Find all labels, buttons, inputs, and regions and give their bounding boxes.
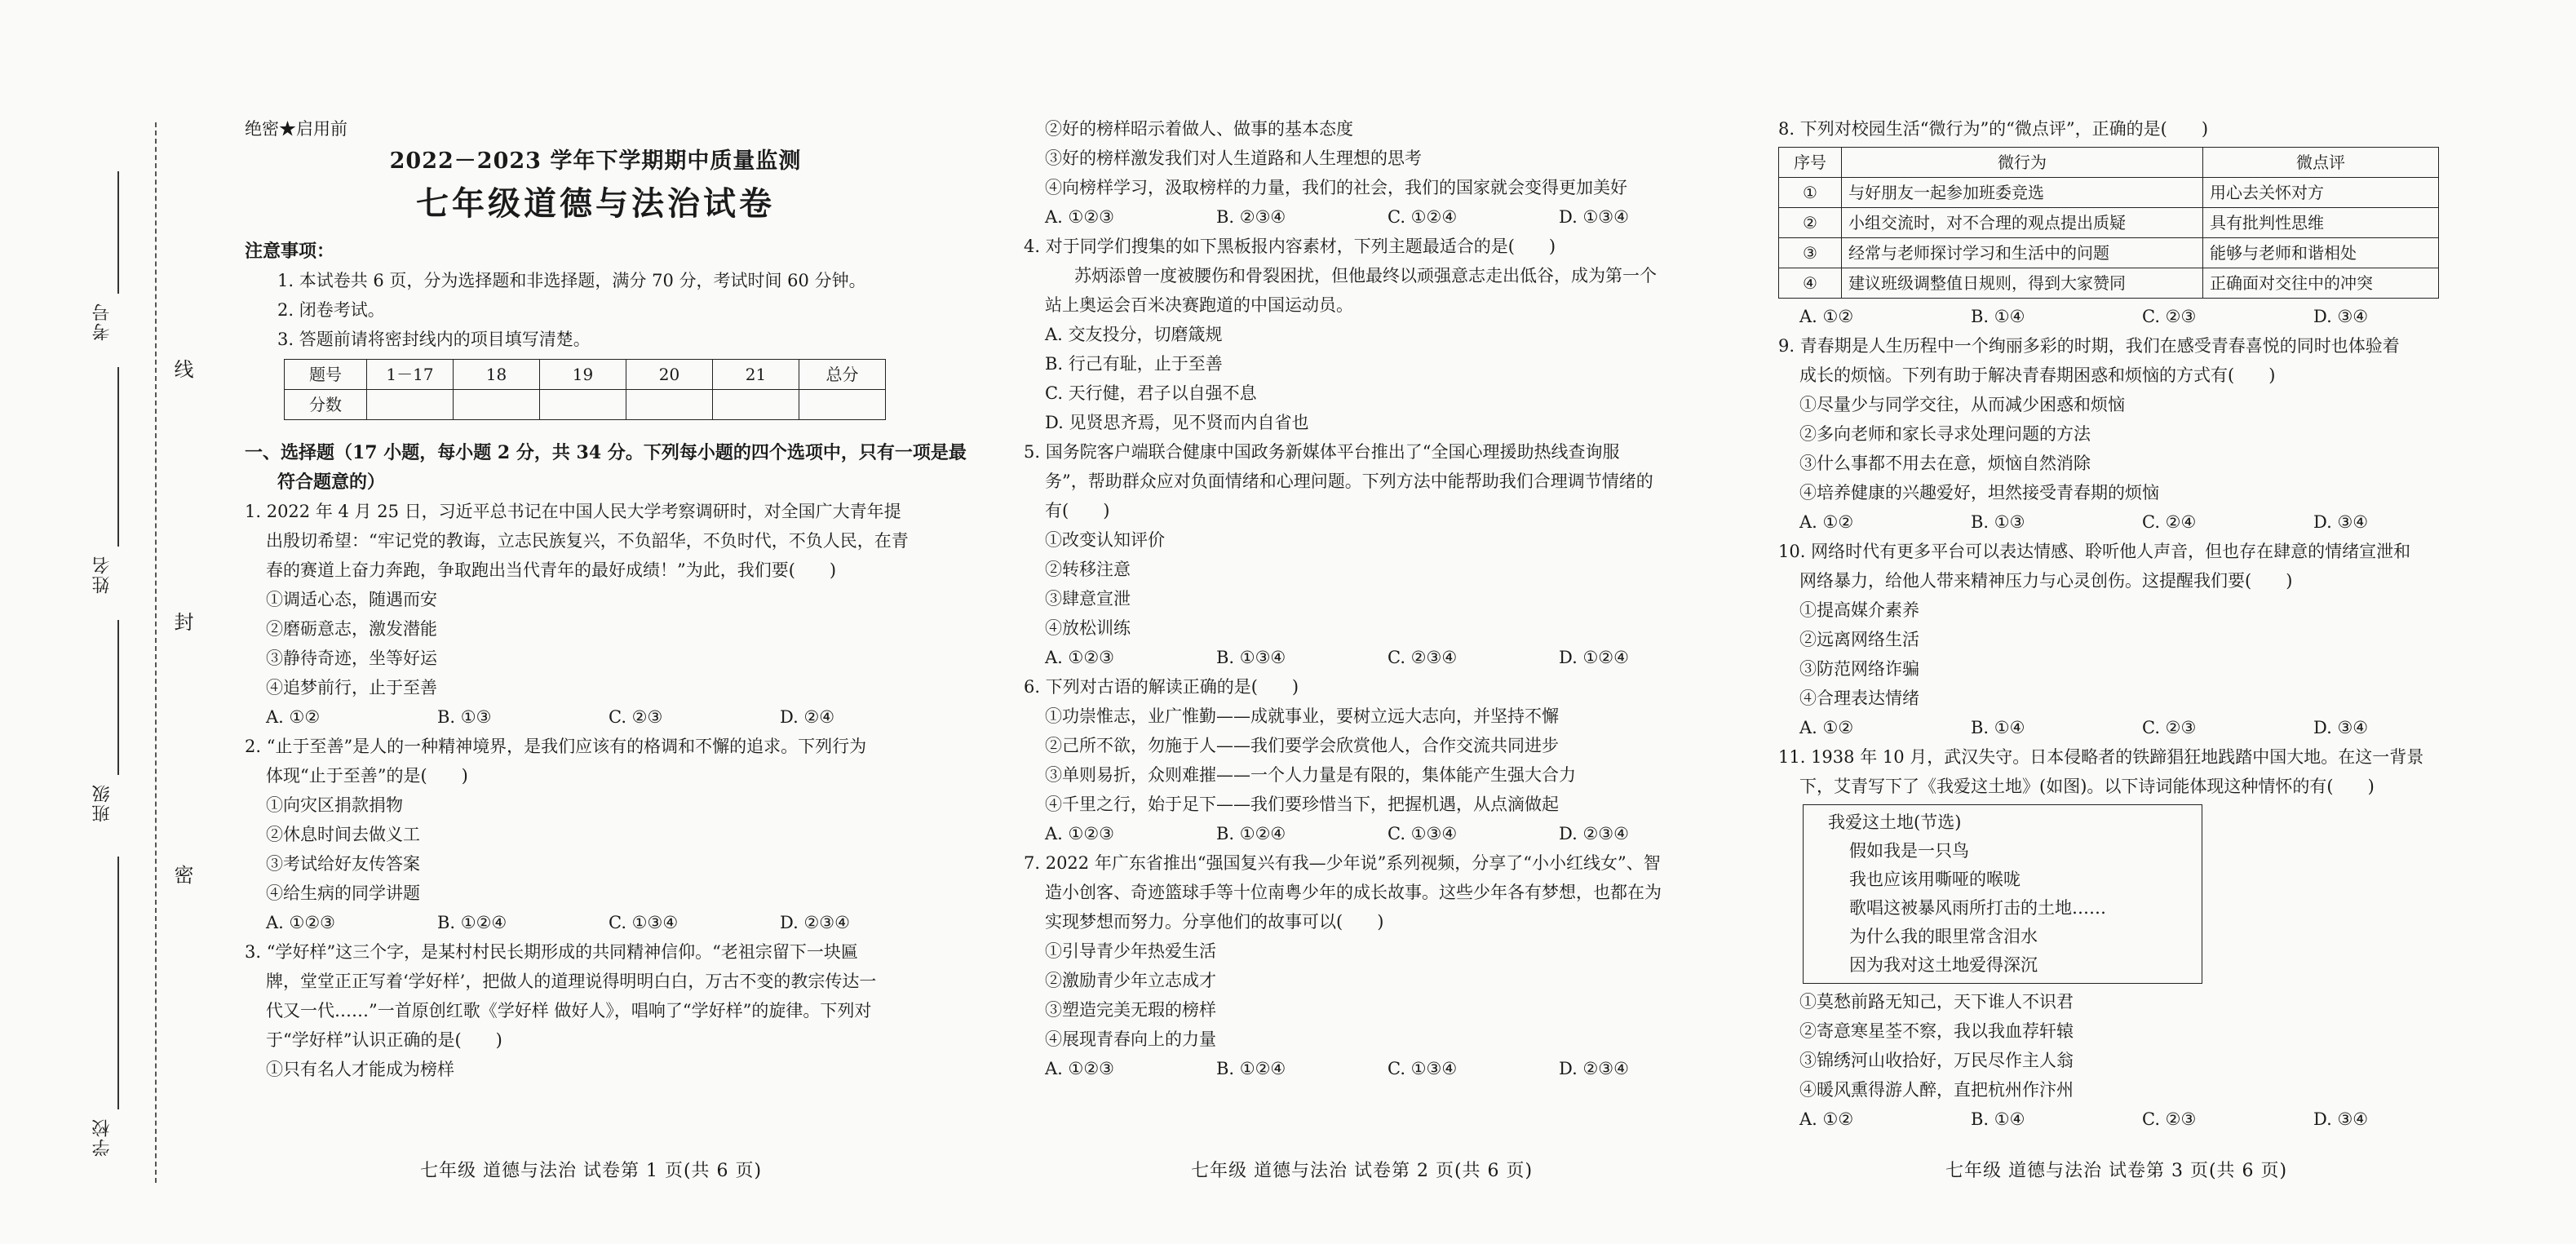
score-cell <box>626 390 713 420</box>
question-stem: 8. 下列对校园生活“微行为”的“微点评”，正确的是( ) <box>1778 119 2209 139</box>
answer-item: ③什么事都不用去在意，烦恼自然消除 <box>1799 454 2091 473</box>
option-a: A. 交友投分，切磨箴规 <box>1045 325 1223 344</box>
question-stem: 体现“止于至善”的是( ) <box>266 766 468 786</box>
question-stem: 实现梦想而努力。分享他们的故事可以( ) <box>1045 912 1384 932</box>
question-3 <box>245 937 946 1084</box>
question-5 <box>1024 437 1693 672</box>
option-b: B. ①④ <box>1971 1109 2025 1129</box>
answer-item: ①改变认知评价 <box>1045 530 1165 550</box>
answer-item: ①引导青少年热爱生活 <box>1045 941 1216 961</box>
answer-item: ①调适心态，随遇而安 <box>266 590 437 609</box>
score-table-header: 21 <box>713 360 799 390</box>
table-row <box>1779 238 2439 268</box>
question-stem: 成长的烦恼。下列有助于解决青春期困惑和烦恼的方式有( ) <box>1799 365 2276 385</box>
answer-item: ①提高媒介素养 <box>1799 600 1919 620</box>
answer-item: ②转移注意 <box>1045 560 1131 579</box>
table-cell: 小组交流时，对不合理的观点提出质疑 <box>1842 208 2203 238</box>
question-stem: 3. “学好样”这三个字，是某村村民长期形成的共同精神信仰。“老祖宗留下一块匾 <box>245 942 858 962</box>
answer-item: ②远离网络生活 <box>1799 630 1919 649</box>
option-d: D. 见贤思齐焉，见不贤而内自省也 <box>1045 413 1309 432</box>
answer-item: ②休息时间去做义工 <box>266 825 420 844</box>
table-row <box>1779 208 2439 238</box>
poem-title: 我爱这土地(节选) <box>1828 812 1962 832</box>
score-table-header: 总分 <box>799 360 886 390</box>
poem-line: 我也应该用嘶哑的喉咙 <box>1849 870 2021 889</box>
answer-options <box>245 702 946 732</box>
class-label: 班级 <box>92 783 113 822</box>
answer-item: ③考试给好友传答案 <box>266 854 420 874</box>
seal-dashed-line <box>155 122 157 1183</box>
option-a: A. ①②③ <box>1045 1059 1114 1078</box>
question-1 <box>245 497 946 732</box>
question-stem: 春的赛道上奋力奔跑，争取跑出当代青年的最好成绩！”为此，我们要( ) <box>266 560 837 580</box>
score-table-header: 18 <box>454 360 540 390</box>
question-stem: 7. 2022 年广东省推出“强国复兴有我—少年说”系列视频，分享了“小小红线女”、智 <box>1024 853 1661 873</box>
option-b: B. ①③ <box>437 707 492 727</box>
option-b: B. ①②④ <box>437 913 507 932</box>
question-stem: 于“学好样”认识正确的是( ) <box>266 1030 502 1050</box>
answer-item: ④千里之行，始于足下——我们要珍惜当下，把握机遇，从点滴做起 <box>1045 795 1559 814</box>
question-stem: 11. 1938 年 10 月，武汉失守。日本侵略者的铁蹄猖狂地践踏中国大地。在这一背景 <box>1778 747 2424 767</box>
option-c: C. ①③④ <box>1388 824 1458 843</box>
exam-title: 七年级道德与法治试卷 <box>416 184 775 223</box>
binding-margin <box>90 122 163 1183</box>
question-stem: 网络暴力，给他人带来精神压力与心灵创伤。这提醒我们要( ) <box>1799 571 2293 591</box>
option-c: C. ②③ <box>2142 1109 2197 1129</box>
option-d: D. ③④ <box>2313 512 2369 532</box>
answer-options <box>1024 643 1693 672</box>
answer-item: ①只有名人才能成为榜样 <box>266 1060 454 1079</box>
option-b: B. ①②④ <box>1216 824 1286 843</box>
question-stem: 6. 下列对古语的解读正确的是( ) <box>1024 677 1299 697</box>
score-cell <box>454 390 540 420</box>
option-b: B. 行己有耻，止于至善 <box>1045 354 1223 374</box>
answer-options <box>1778 1105 2463 1134</box>
table-row <box>1779 268 2439 299</box>
option-b: B. ①②④ <box>1216 1059 1286 1078</box>
option-a: A. ①② <box>1799 1109 1854 1129</box>
question-4 <box>1024 232 1693 437</box>
option-c: C. ②④ <box>2142 512 2197 532</box>
seal-char-line: 线 <box>167 359 197 379</box>
option-d: D. ②④ <box>780 707 835 727</box>
table-cell: ② <box>1779 208 1842 238</box>
table-cell: 经常与老师探讨学习和生活中的问题 <box>1842 238 2203 268</box>
seal-char-seal: 封 <box>167 612 197 631</box>
option-a: A. ①②③ <box>1045 207 1114 227</box>
option-b: B. ②③④ <box>1216 207 1286 227</box>
answer-item: ③锦绣河山收拾好，万民尽作主人翁 <box>1799 1051 2074 1070</box>
option-a: A. ①② <box>1799 307 1854 326</box>
question-stem: 有( ) <box>1045 501 1110 520</box>
section-heading: 一、选择题（17 小题，每小题 2 分，共 34 分。下列每小题的四个选项中，只有一项是最 <box>245 442 967 463</box>
option-d: D. ①③④ <box>1559 207 1629 227</box>
table-cell: 能够与老师和谐相处 <box>2203 238 2439 268</box>
answer-item: ②好的榜样昭示着做人、做事的基本态度 <box>1045 119 1353 139</box>
option-c: C. ①②④ <box>1388 207 1458 227</box>
option-c: C. ②③ <box>2142 307 2197 326</box>
answer-item: ④给生病的同学讲题 <box>266 883 420 903</box>
option-b: B. ①④ <box>1971 307 2025 326</box>
table-cell: 正确面对交往中的冲突 <box>2203 268 2439 299</box>
seal-char-secret: 密 <box>167 865 197 884</box>
option-d: D. ①②④ <box>1559 648 1629 667</box>
option-c: C. ②③ <box>609 707 663 727</box>
score-table-header: 20 <box>626 360 713 390</box>
option-d: D. ③④ <box>2313 1109 2369 1129</box>
page-1-column <box>245 114 967 1084</box>
option-b: B. ①④ <box>1971 718 2025 737</box>
answer-options <box>1024 202 1693 232</box>
answer-item: ④放松训练 <box>1045 618 1131 638</box>
score-table-header: 题号 <box>285 360 367 390</box>
question-8 <box>1778 114 2463 331</box>
answer-item: ②激励青少年立志成才 <box>1045 971 1216 990</box>
option-c: C. ①③④ <box>1388 1059 1458 1078</box>
question-10 <box>1778 537 2463 742</box>
answer-item: ③防范网络诈骗 <box>1799 659 1919 679</box>
option-a: A. ①②③ <box>1045 648 1114 667</box>
school-line <box>117 857 119 1109</box>
table-cell: ③ <box>1779 238 1842 268</box>
answer-item: ④追梦前行，止于至善 <box>266 678 437 697</box>
page-footer-2: 七年级 道德与法治 试卷第 2 页(共 6 页) <box>1191 1161 1534 1181</box>
page-footer-1: 七年级 道德与法治 试卷第 1 页(共 6 页) <box>420 1161 763 1181</box>
option-d: D. ②③④ <box>1559 1059 1629 1078</box>
table-header: 序号 <box>1779 148 1842 178</box>
answer-item: ①尽量少与同学交往，从而减少困惑和烦恼 <box>1799 395 2125 414</box>
answer-item: ④展现青春向上的力量 <box>1045 1029 1216 1049</box>
question-6 <box>1024 672 1693 848</box>
answer-item: ③静待奇迹，坐等好运 <box>266 649 437 668</box>
question-stem: 出殷切希望：“牢记党的教诲，立志民族复兴，不负韶华，不负时代，不负人民，在青 <box>266 531 909 551</box>
option-c: C. ②③④ <box>1388 648 1458 667</box>
option-b: B. ①③ <box>1971 512 2025 532</box>
question-stem: 10. 网络时代有更多平台可以表达情感、聆听他人声音，但也存在肆意的情绪宣泄和 <box>1778 542 2411 561</box>
exam-number-label: 考号 <box>92 302 113 341</box>
question-stem: 9. 青春期是人生历程中一个绚丽多彩的时期，我们在感受青春喜悦的同时也体验着 <box>1778 336 2400 356</box>
option-d: D. ③④ <box>2313 307 2369 326</box>
question-stem: 造小创客、奇迹篮球手等十位南粤少年的成长故事。这些少年各有梦想，也都在为 <box>1045 883 1662 902</box>
page-2-column <box>1024 114 1693 1083</box>
table-cell: 与好朋友一起参加班委竞选 <box>1842 178 2203 208</box>
answer-options <box>1778 507 2463 537</box>
answer-item: ②寄意寒星荃不察，我以我血荐轩辕 <box>1799 1021 2074 1041</box>
option-c: C. 天行健，君子以自强不息 <box>1045 383 1257 403</box>
question-stem: 2. “止于至善”是人的一种精神境界，是我们应该有的格调和不懈的追求。下列行为 <box>245 737 867 756</box>
name-line <box>117 367 119 547</box>
score-table-header: 1－17 <box>367 360 454 390</box>
note-item: 2. 闭卷考试。 <box>277 300 385 320</box>
question-stem: 代又一代……”一首原创红歌《学好样 做好人》，唱响了“学好样”的旋律。下列对 <box>266 1001 872 1020</box>
question-stem: 牌，堂堂正正写着‘学好样’，把做人的道理说得明明白白，万古不变的教宗传达一 <box>266 972 877 991</box>
name-label: 姓名 <box>92 555 113 594</box>
option-c: C. ②③ <box>2142 718 2197 737</box>
score-cell <box>713 390 799 420</box>
option-d: D. ③④ <box>2313 718 2369 737</box>
question-material: 站上奥运会百米决赛跑道的中国运动员。 <box>1045 295 1353 315</box>
notes-heading: 注意事项： <box>245 241 335 262</box>
question-stem: 4. 对于同学们搜集的如下黑板报内容素材，下列主题最适合的是( ) <box>1024 237 1556 256</box>
question-stem: 下，艾青写下了《我爱这土地》(如图)。以下诗词能体现这种情怀的有( ) <box>1799 777 2375 796</box>
answer-options <box>245 908 946 937</box>
option-a: A. ①② <box>266 707 321 727</box>
score-cell <box>540 390 626 420</box>
question-stem: 5. 国务院客户端联合健康中国政务新媒体平台推出了“全国心理援助热线查询服 <box>1024 442 1620 462</box>
answer-item: ①莫愁前路无知己，天下谁人不识君 <box>1799 992 2074 1012</box>
question-9 <box>1778 331 2463 537</box>
poem-line: 假如我是一只鸟 <box>1849 841 1969 861</box>
table-row <box>1779 178 2439 208</box>
poem-line: 歌唱这被暴风雨所打击的土地…… <box>1849 898 2106 918</box>
poem-line: 为什么我的眼里常含泪水 <box>1849 927 2038 946</box>
answer-item: ④向榜样学习，汲取榜样的力量，我们的社会，我们的国家就会变得更加美好 <box>1045 178 1627 197</box>
answer-item: ④暖风熏得游人醉，直把杭州作汴州 <box>1799 1080 2074 1100</box>
answer-options <box>1024 1054 1693 1083</box>
section-heading: 符合题意的） <box>277 471 386 493</box>
score-cell <box>799 390 886 420</box>
question-11 <box>1778 742 2463 1134</box>
option-d: D. ②③④ <box>780 913 850 932</box>
note-item: 1. 本试卷共 6 页，分为选择题和非选择题，满分 70 分，考试时间 60 分钟。 <box>277 271 866 290</box>
answer-options <box>1778 302 2463 331</box>
question-stem: 务”，帮助群众应对负面情绪和心理问题。下列方法中能帮助我们合理调节情绪的 <box>1045 471 1653 491</box>
question-2 <box>245 732 946 937</box>
question-stem: 1. 2022 年 4 月 25 日，习近平总书记在中国人民大学考察调研时，对全国广大青年提 <box>245 502 901 521</box>
poem-box <box>1803 804 2202 984</box>
exam-subtitle: 2022－2023 学年下学期期中质量监测 <box>389 148 802 174</box>
table-cell: 具有批判性思维 <box>2203 208 2439 238</box>
answer-item: ④合理表达情绪 <box>1799 688 1919 708</box>
score-table-row-label: 分数 <box>285 390 367 420</box>
exam-number-line <box>117 171 119 294</box>
question-material: 苏炳添曾一度被腰伤和骨裂困扰，但他最终以顽强意志走出低谷，成为第一个 <box>1074 266 1657 286</box>
table-header: 微点评 <box>2203 148 2439 178</box>
answer-item: ②多向老师和家长寻求处理问题的方法 <box>1799 424 2091 444</box>
note-item: 3. 答题前请将密封线内的项目填写清楚。 <box>277 330 591 349</box>
school-label: 学校 <box>92 1118 113 1157</box>
class-line <box>117 620 119 775</box>
table-cell: ④ <box>1779 268 1842 299</box>
answer-item: ②磨砺意志，激发潜能 <box>266 619 437 639</box>
answer-item: ③好的榜样激发我们对人生道路和人生理想的思考 <box>1045 148 1422 168</box>
answer-item: ②己所不欲，勿施于人——我们要学会欣赏他人，合作交流共同进步 <box>1045 736 1559 755</box>
answer-options <box>1024 819 1693 848</box>
page-3-column <box>1778 114 2463 1134</box>
option-a: A. ①②③ <box>266 913 335 932</box>
score-cell <box>367 390 454 420</box>
answer-item: ①向灾区捐款捐物 <box>266 795 403 815</box>
option-a: A. ①② <box>1799 512 1854 532</box>
table-cell: 用心去关怀对方 <box>2203 178 2439 208</box>
score-table-header: 19 <box>540 360 626 390</box>
micro-behavior-table <box>1778 147 2439 299</box>
table-header: 微行为 <box>1842 148 2203 178</box>
confidential-mark: 绝密★启用前 <box>245 119 347 139</box>
option-a: A. ①② <box>1799 718 1854 737</box>
option-a: A. ①②③ <box>1045 824 1114 843</box>
question-7 <box>1024 848 1693 1083</box>
answer-options <box>1778 713 2463 742</box>
poem-line: 因为我对这土地爱得深沉 <box>1849 955 2038 975</box>
option-c: C. ①③④ <box>609 913 679 932</box>
page-footer-3: 七年级 道德与法治 试卷第 3 页(共 6 页) <box>1945 1161 2288 1181</box>
question-3-continued <box>1024 114 1693 232</box>
answer-item: ④培养健康的兴趣爱好，坦然接受青春期的烦恼 <box>1799 483 2159 502</box>
answer-item: ①功崇惟志，业广惟勤——成就事业，要树立远大志向，并坚持不懈 <box>1045 706 1559 726</box>
score-table <box>284 359 886 420</box>
answer-item: ③单则易折，众则难摧——一个人力量是有限的，集体能产生强大合力 <box>1045 765 1576 785</box>
answer-item: ③塑造完美无瑕的榜样 <box>1045 1000 1216 1020</box>
table-cell: 建议班级调整值日规则，得到大家赞同 <box>1842 268 2203 299</box>
option-b: B. ①③④ <box>1216 648 1286 667</box>
answer-item: ③肆意宣泄 <box>1045 589 1131 609</box>
option-d: D. ②③④ <box>1559 824 1629 843</box>
table-cell: ① <box>1779 178 1842 208</box>
